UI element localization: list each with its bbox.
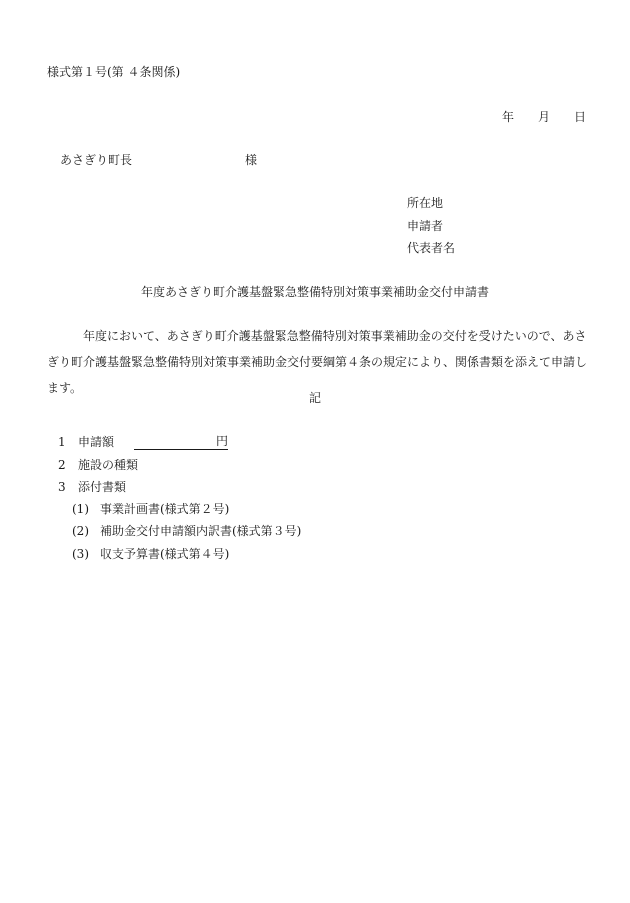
amount-blank-line bbox=[134, 435, 216, 450]
attachment-item bbox=[72, 501, 229, 517]
date-line bbox=[502, 109, 586, 125]
item-number: 3 bbox=[58, 480, 66, 494]
attachment-item bbox=[72, 546, 229, 562]
attachment-label: 収支予算書(様式第４号) bbox=[100, 547, 230, 561]
item-number: 2 bbox=[58, 458, 66, 472]
item-number: 1 bbox=[58, 435, 66, 449]
item-label: 申請額 bbox=[78, 435, 115, 449]
item-label: 施設の種類 bbox=[78, 458, 139, 472]
amount-unit: 円 bbox=[216, 434, 229, 448]
attachment-label: 補助金交付申請額内訳書(様式第３号) bbox=[100, 524, 302, 538]
date-year-label: 年 bbox=[502, 110, 515, 124]
addressee-honorific: 様 bbox=[245, 153, 258, 167]
representative-name-label: 代表者名 bbox=[407, 241, 456, 255]
item-label: 添付書類 bbox=[78, 480, 127, 494]
attachment-number: (2) bbox=[72, 524, 89, 538]
document-title: 年度あさぎり町介護基盤緊急整備特別対策事業補助金交付申請書 bbox=[140, 285, 489, 299]
item-attachments bbox=[58, 479, 126, 495]
ki-heading: 記 bbox=[308, 391, 321, 405]
addressee-name: あさぎり町長 bbox=[60, 153, 133, 167]
attachment-label: 事業計画書(様式第２号) bbox=[100, 502, 230, 516]
attachment-number: (1) bbox=[72, 502, 89, 516]
applicant-label: 申請者 bbox=[407, 219, 444, 233]
attachment-item bbox=[72, 523, 301, 539]
date-month-label: 月 bbox=[538, 110, 551, 124]
item-facility-type bbox=[58, 457, 138, 473]
date-day-label: 日 bbox=[574, 110, 587, 124]
applicant-address-label: 所在地 bbox=[407, 196, 444, 210]
attachment-number: (3) bbox=[72, 547, 89, 561]
item-application-amount bbox=[58, 434, 228, 450]
form-number: 様式第１号(第 ４条関係) bbox=[47, 65, 181, 79]
body-paragraph: 年度において、あさぎり町介護基盤緊急整備特別対策事業補助金の交付を受けたいので、あさぎり町介護基盤緊急整備特別対策事業補助金交付要綱第４条の規定により、関係書類を添えて申請します。 bbox=[47, 329, 588, 395]
